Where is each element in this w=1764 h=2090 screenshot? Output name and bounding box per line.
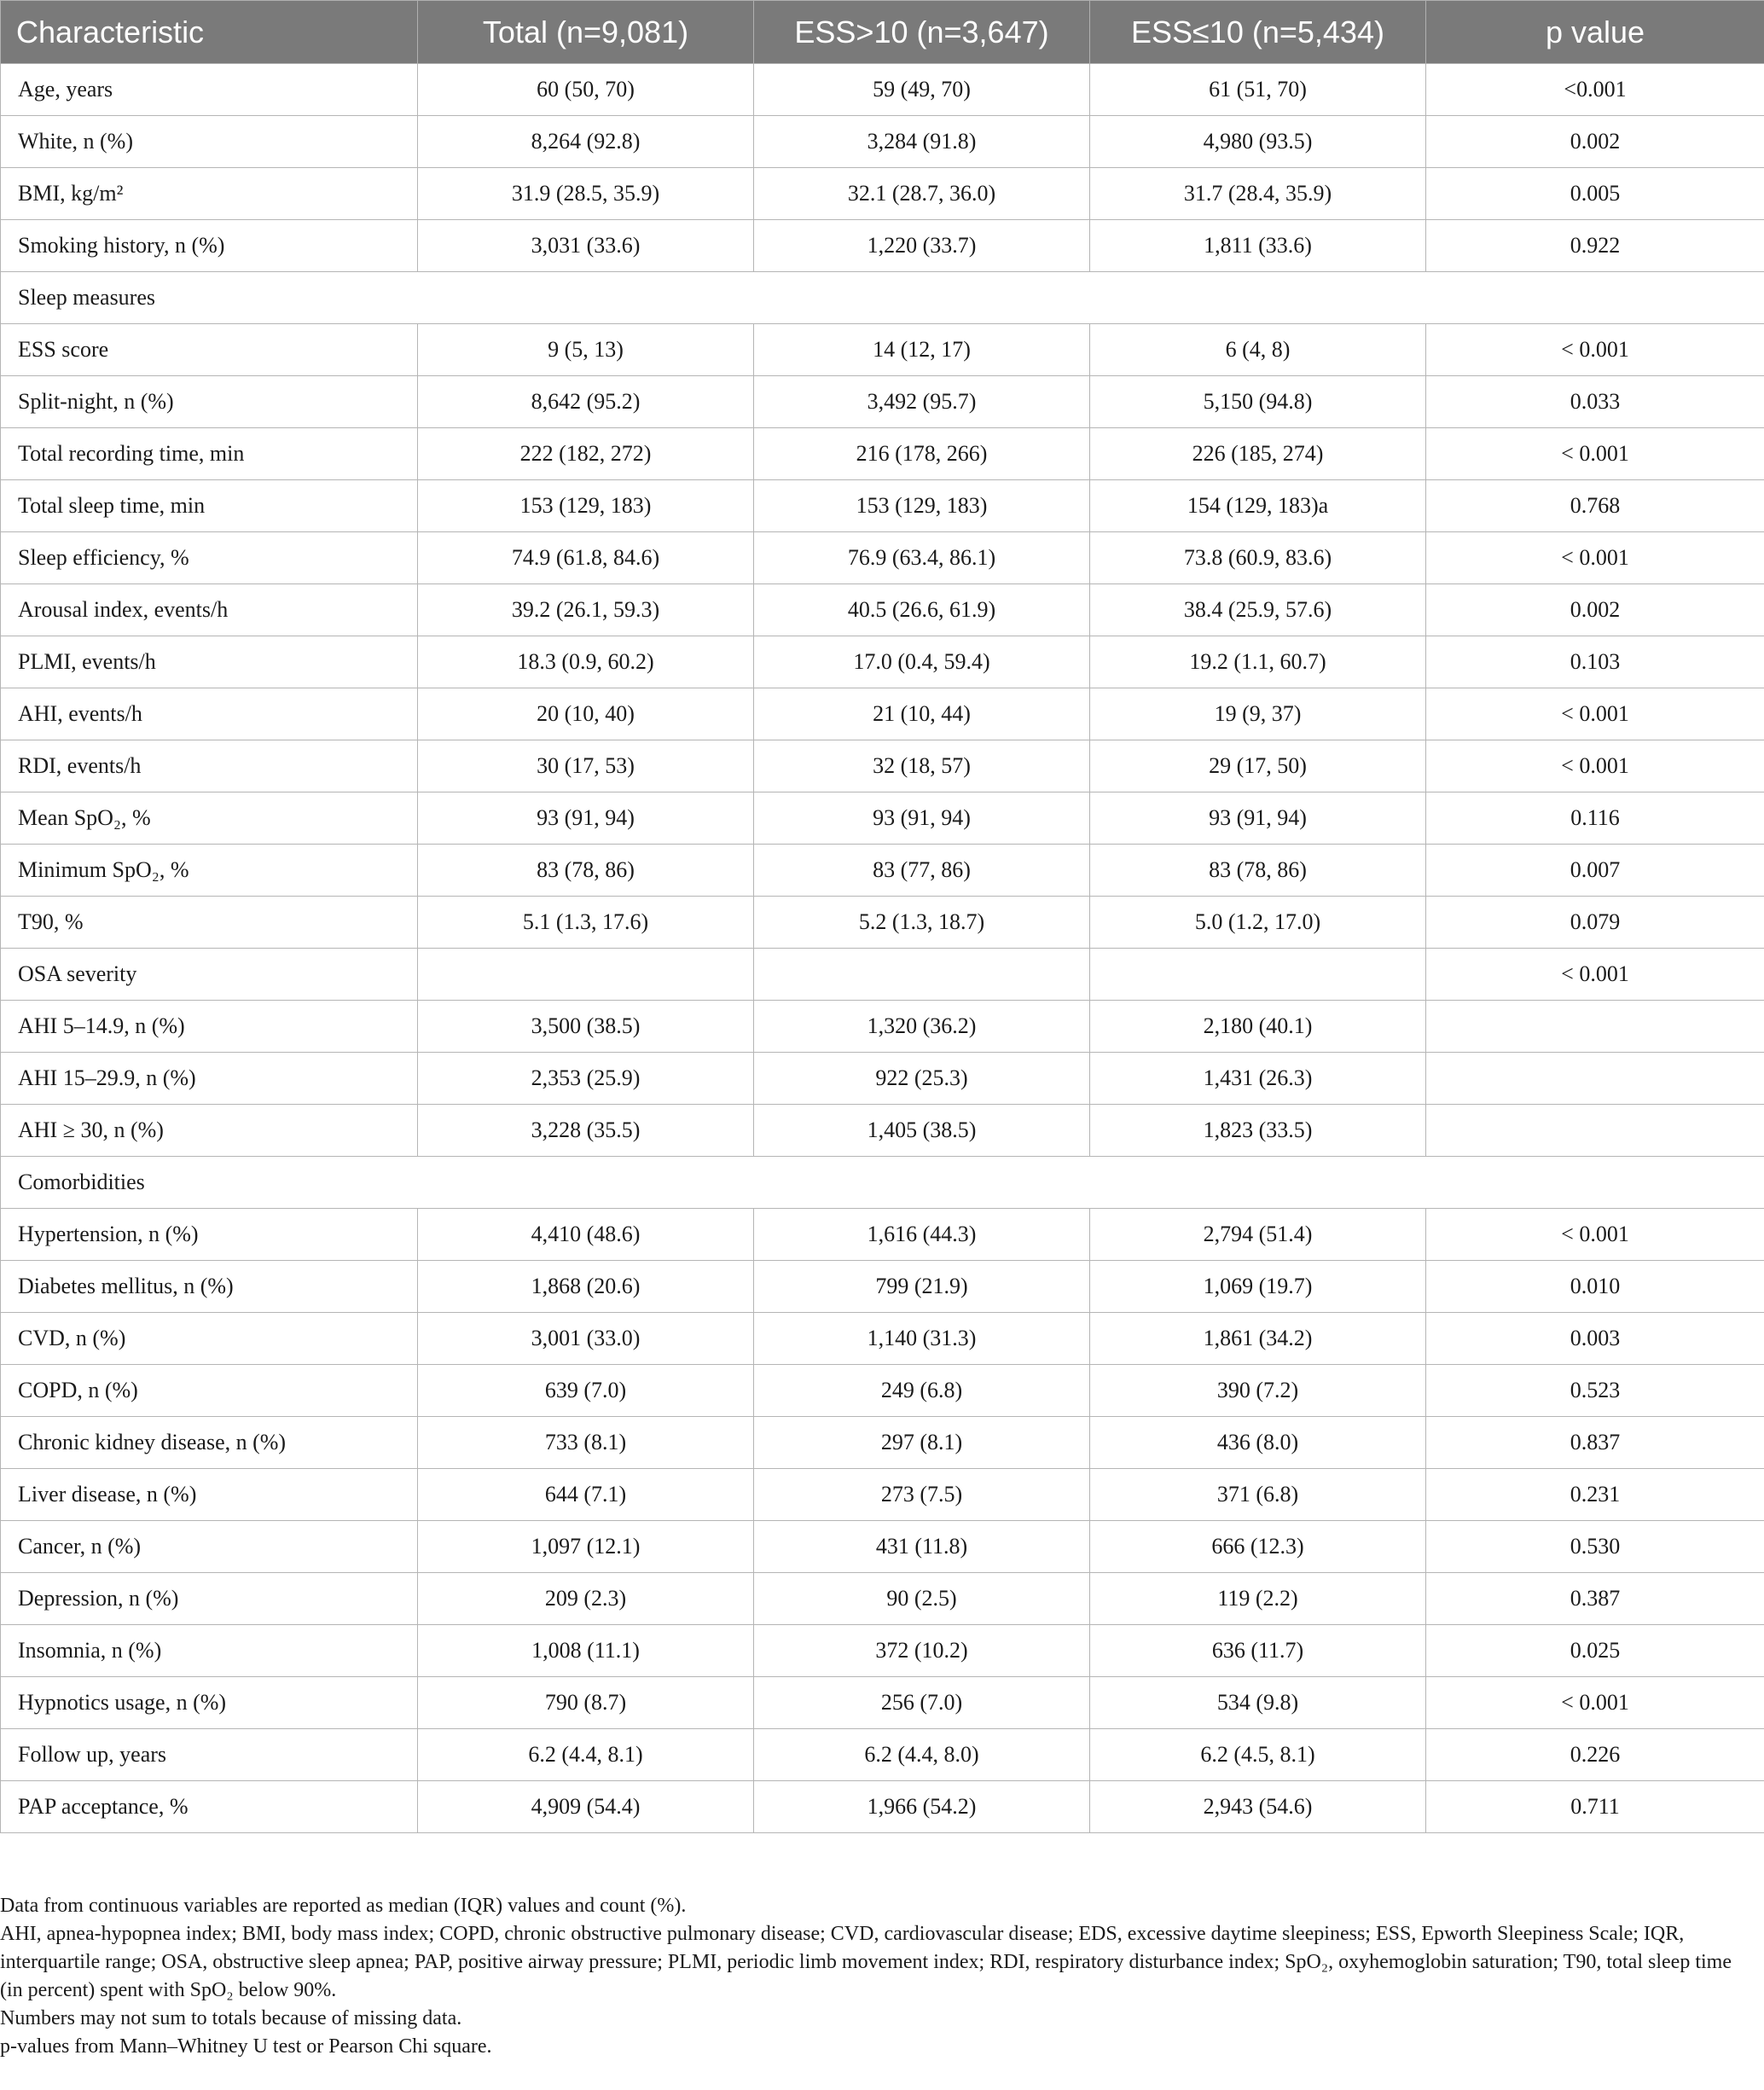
cell-p-value [1426,1053,1764,1105]
cell-ess-over-10: 431 (11.8) [754,1521,1090,1573]
cell-total: 644 (7.1) [418,1469,754,1521]
row-label: PLMI, events/h [1,636,418,688]
cell-ess-over-10: 6.2 (4.4, 8.0) [754,1729,1090,1781]
cell-p-value: 0.922 [1426,220,1764,272]
row-label: Diabetes mellitus, n (%) [1,1261,418,1313]
cell-p-value: 0.003 [1426,1313,1764,1365]
cell-ess-over-10: 297 (8.1) [754,1417,1090,1469]
cell-total: 3,500 (38.5) [418,1001,754,1053]
cell-ess-10-or-less: 436 (8.0) [1090,1417,1426,1469]
row-label: Depression, n (%) [1,1573,418,1625]
table-header-row [1,1,1764,64]
table-row [1,1105,1764,1157]
cell-p-value: 0.007 [1426,845,1764,897]
cell-ess-over-10: 1,966 (54.2) [754,1781,1090,1833]
column-header-total: Total (n=9,081) [418,1,754,64]
row-label: ESS score [1,324,418,376]
cell-ess-over-10 [754,949,1090,1001]
cell-total: 1,097 (12.1) [418,1521,754,1573]
table-row [1,1209,1764,1261]
cell-ess-over-10: 3,492 (95.7) [754,376,1090,428]
cell-ess-over-10: 3,284 (91.8) [754,116,1090,168]
cell-ess-10-or-less: 2,180 (40.1) [1090,1001,1426,1053]
table-row [1,688,1764,740]
cell-ess-over-10: 17.0 (0.4, 59.4) [754,636,1090,688]
cell-p-value: 0.226 [1426,1729,1764,1781]
cell-ess-over-10: 153 (129, 183) [754,480,1090,532]
cell-ess-10-or-less: 4,980 (93.5) [1090,116,1426,168]
cell-total: 8,264 (92.8) [418,116,754,168]
cell-ess-10-or-less: 119 (2.2) [1090,1573,1426,1625]
section-label: Sleep measures [1,272,418,324]
cell-ess-10-or-less: 1,431 (26.3) [1090,1053,1426,1105]
row-label: AHI, events/h [1,688,418,740]
cell-total: 30 (17, 53) [418,740,754,792]
cell-total: 3,001 (33.0) [418,1313,754,1365]
row-label: Liver disease, n (%) [1,1469,418,1521]
column-header-ess-10-or-less: ESS≤10 (n=5,434) [1090,1,1426,64]
cell-ess-over-10: 14 (12, 17) [754,324,1090,376]
row-label: Total recording time, min [1,428,418,480]
cell-ess-over-10: 922 (25.3) [754,1053,1090,1105]
cell-ess-over-10: 83 (77, 86) [754,845,1090,897]
cell-ess-over-10: 21 (10, 44) [754,688,1090,740]
cell-total: 2,353 (25.9) [418,1053,754,1105]
cell-p-value: < 0.001 [1426,688,1764,740]
cell-ess-10-or-less: 2,943 (54.6) [1090,1781,1426,1833]
table-row [1,1625,1764,1677]
cell-ess-over-10: 59 (49, 70) [754,64,1090,116]
cell-ess-10-or-less: 226 (185, 274) [1090,428,1426,480]
cell-ess-10-or-less: 6 (4, 8) [1090,324,1426,376]
cell-ess-10-or-less: 38.4 (25.9, 57.6) [1090,584,1426,636]
cell-ess-over-10: 32 (18, 57) [754,740,1090,792]
row-label: PAP acceptance, % [1,1781,418,1833]
table-row [1,1677,1764,1729]
cell-ess-over-10: 32.1 (28.7, 36.0) [754,168,1090,220]
cell-p-value: 0.387 [1426,1573,1764,1625]
cell-ess-10-or-less: 31.7 (28.4, 35.9) [1090,168,1426,220]
row-label: Total sleep time, min [1,480,418,532]
cell-p-value: < 0.001 [1426,1677,1764,1729]
cell-ess-10-or-less: 636 (11.7) [1090,1625,1426,1677]
table-row [1,1729,1764,1781]
table-row [1,324,1764,376]
footnote-statistical-tests: p-values from Mann–Whitney U test or Pearson Chi square. [0,2035,492,2058]
cell-ess-10-or-less: 19.2 (1.1, 60.7) [1090,636,1426,688]
cell-ess-over-10: 1,320 (36.2) [754,1001,1090,1053]
cell-ess-over-10: 1,140 (31.3) [754,1313,1090,1365]
table-row [1,1521,1764,1573]
row-label: Cancer, n (%) [1,1521,418,1573]
cell-total: 74.9 (61.8, 84.6) [418,532,754,584]
table-row [1,220,1764,272]
cell-ess-10-or-less: 5,150 (94.8) [1090,376,1426,428]
footnote-data-description: Data from continuous variables are reported as median (IQR) values and count (%). [0,1895,687,1917]
column-header-characteristic: Characteristic [1,1,418,64]
cell-ess-over-10: 5.2 (1.3, 18.7) [754,897,1090,949]
cell-ess-10-or-less: 61 (51, 70) [1090,64,1426,116]
cell-p-value: < 0.001 [1426,532,1764,584]
table-row [1,897,1764,949]
row-label: Minimum SpO₂, % [1,845,418,897]
cell-p-value [1426,1001,1764,1053]
table-row [1,636,1764,688]
cell-ess-over-10: 90 (2.5) [754,1573,1090,1625]
table-row [1,1001,1764,1053]
cell-ess-over-10: 799 (21.9) [754,1261,1090,1313]
column-header-ess-over-10: ESS>10 (n=3,647) [754,1,1090,64]
cell-ess-10-or-less: 1,811 (33.6) [1090,220,1426,272]
cell-ess-over-10: 256 (7.0) [754,1677,1090,1729]
table-footnotes [0,1892,1757,2061]
table-row [1,168,1764,220]
cell-total: 1,008 (11.1) [418,1625,754,1677]
cell-ess-10-or-less: 1,861 (34.2) [1090,1313,1426,1365]
cell-ess-10-or-less: 1,069 (19.7) [1090,1261,1426,1313]
cell-ess-10-or-less: 29 (17, 50) [1090,740,1426,792]
row-label: Split-night, n (%) [1,376,418,428]
cell-p-value: 0.010 [1426,1261,1764,1313]
table-row [1,428,1764,480]
table-row [1,64,1764,116]
cell-p-value: < 0.001 [1426,740,1764,792]
cell-ess-10-or-less: 73.8 (60.9, 83.6) [1090,532,1426,584]
table-body [1,64,1764,1833]
table-row [1,584,1764,636]
row-label: RDI, events/h [1,740,418,792]
table-row [1,845,1764,897]
cell-ess-10-or-less: 6.2 (4.5, 8.1) [1090,1729,1426,1781]
row-label: COPD, n (%) [1,1365,418,1417]
cell-ess-10-or-less: 534 (9.8) [1090,1677,1426,1729]
cell-total: 39.2 (26.1, 59.3) [418,584,754,636]
footnote-abbreviations: AHI, apnea-hypopnea index; BMI, body mass index; COPD, chronic obstructive pulmonary disease; CVD, cardiovascular disease; EDS, excessive daytime sleepiness; ESS, Epworth Sleepiness Scale; IQR, interquartile range; OSA, obstructive sleep apnea; PAP, positive airway pressure; PLMI, periodic limb movement index; RDI, respiratory disturbance index; SpO₂, oxyhemoglobin saturation; T90, total sleep time (in percent) spent with SpO₂ below 90%. [0,1923,1732,2001]
table-row [1,532,1764,584]
cell-p-value [1426,1105,1764,1157]
cell-ess-over-10: 216 (178, 266) [754,428,1090,480]
section-label: Comorbidities [1,1157,418,1209]
cell-ess-over-10: 40.5 (26.6, 61.9) [754,584,1090,636]
table-row [1,1469,1764,1521]
cell-p-value: 0.837 [1426,1417,1764,1469]
cell-ess-10-or-less: 2,794 (51.4) [1090,1209,1426,1261]
table-row [1,1261,1764,1313]
table-row [1,949,1764,1001]
row-label: Mean SpO₂, % [1,792,418,845]
cell-p-value: 0.025 [1426,1625,1764,1677]
cell-ess-over-10: 1,405 (38.5) [754,1105,1090,1157]
cell-ess-over-10: 372 (10.2) [754,1625,1090,1677]
cell-ess-10-or-less: 154 (129, 183)a [1090,480,1426,532]
cell-p-value: < 0.001 [1426,1209,1764,1261]
cell-p-value: 0.002 [1426,584,1764,636]
cell-ess-over-10: 273 (7.5) [754,1469,1090,1521]
cell-total: 18.3 (0.9, 60.2) [418,636,754,688]
cell-total: 1,868 (20.6) [418,1261,754,1313]
cell-total [418,949,754,1001]
cell-ess-over-10: 93 (91, 94) [754,792,1090,845]
table-row [1,1781,1764,1833]
row-label: CVD, n (%) [1,1313,418,1365]
row-label: AHI 5–14.9, n (%) [1,1001,418,1053]
cell-p-value: 0.116 [1426,792,1764,845]
cell-total: 209 (2.3) [418,1573,754,1625]
cell-ess-over-10: 1,616 (44.3) [754,1209,1090,1261]
cell-ess-10-or-less: 19 (9, 37) [1090,688,1426,740]
cell-total: 31.9 (28.5, 35.9) [418,168,754,220]
cell-p-value: < 0.001 [1426,428,1764,480]
cell-total: 8,642 (95.2) [418,376,754,428]
cell-ess-over-10: 249 (6.8) [754,1365,1090,1417]
table-row [1,1053,1764,1105]
cell-p-value: <0.001 [1426,64,1764,116]
cell-ess-over-10: 76.9 (63.4, 86.1) [754,532,1090,584]
section-spacer [418,272,1764,324]
cell-ess-10-or-less: 93 (91, 94) [1090,792,1426,845]
cell-total: 3,228 (35.5) [418,1105,754,1157]
cell-ess-10-or-less: 1,823 (33.5) [1090,1105,1426,1157]
cell-ess-10-or-less: 371 (6.8) [1090,1469,1426,1521]
row-label: Arousal index, events/h [1,584,418,636]
cell-ess-over-10: 1,220 (33.7) [754,220,1090,272]
table-row [1,1365,1764,1417]
table-row [1,376,1764,428]
cell-ess-10-or-less [1090,949,1426,1001]
table-row [1,1417,1764,1469]
cell-total: 3,031 (33.6) [418,220,754,272]
table-row [1,480,1764,532]
cell-p-value: < 0.001 [1426,324,1764,376]
cell-p-value: < 0.001 [1426,949,1764,1001]
cell-total: 5.1 (1.3, 17.6) [418,897,754,949]
cell-total: 639 (7.0) [418,1365,754,1417]
cell-p-value: 0.523 [1426,1365,1764,1417]
cell-total: 83 (78, 86) [418,845,754,897]
cell-total: 733 (8.1) [418,1417,754,1469]
cell-total: 222 (182, 272) [418,428,754,480]
row-label: OSA severity [1,949,418,1001]
cell-p-value: 0.103 [1426,636,1764,688]
cell-p-value: 0.530 [1426,1521,1764,1573]
column-header-p-value: p value [1426,1,1764,64]
row-label: Insomnia, n (%) [1,1625,418,1677]
cell-total: 4,410 (48.6) [418,1209,754,1261]
footnote-missing-data: Numbers may not sum to totals because of missing data. [0,2007,462,2029]
section-spacer [418,1157,1764,1209]
cell-ess-10-or-less: 666 (12.3) [1090,1521,1426,1573]
row-label: Chronic kidney disease, n (%) [1,1417,418,1469]
cell-p-value: 0.033 [1426,376,1764,428]
cell-total: 93 (91, 94) [418,792,754,845]
table-row [1,1313,1764,1365]
row-label: White, n (%) [1,116,418,168]
row-label: BMI, kg/m² [1,168,418,220]
cell-total: 60 (50, 70) [418,64,754,116]
table-row [1,792,1764,845]
cell-p-value: 0.711 [1426,1781,1764,1833]
cell-p-value: 0.231 [1426,1469,1764,1521]
row-label: Follow up, years [1,1729,418,1781]
cell-p-value: 0.002 [1426,116,1764,168]
table-row [1,1573,1764,1625]
row-label: Age, years [1,64,418,116]
row-label: Smoking history, n (%) [1,220,418,272]
section-header-row [1,1157,1764,1209]
table-row [1,116,1764,168]
cell-p-value: 0.079 [1426,897,1764,949]
cell-total: 153 (129, 183) [418,480,754,532]
cell-total: 4,909 (54.4) [418,1781,754,1833]
cell-total: 9 (5, 13) [418,324,754,376]
row-label: T90, % [1,897,418,949]
section-header-row [1,272,1764,324]
row-label: Hypnotics usage, n (%) [1,1677,418,1729]
cell-total: 790 (8.7) [418,1677,754,1729]
row-label: Hypertension, n (%) [1,1209,418,1261]
row-label: AHI 15–29.9, n (%) [1,1053,418,1105]
cell-ess-10-or-less: 390 (7.2) [1090,1365,1426,1417]
cell-ess-10-or-less: 5.0 (1.2, 17.0) [1090,897,1426,949]
table-row [1,740,1764,792]
row-label: Sleep efficiency, % [1,532,418,584]
row-label: AHI ≥ 30, n (%) [1,1105,418,1157]
cell-total: 20 (10, 40) [418,688,754,740]
cell-p-value: 0.005 [1426,168,1764,220]
cell-ess-10-or-less: 83 (78, 86) [1090,845,1426,897]
cell-p-value: 0.768 [1426,480,1764,532]
cell-total: 6.2 (4.4, 8.1) [418,1729,754,1781]
